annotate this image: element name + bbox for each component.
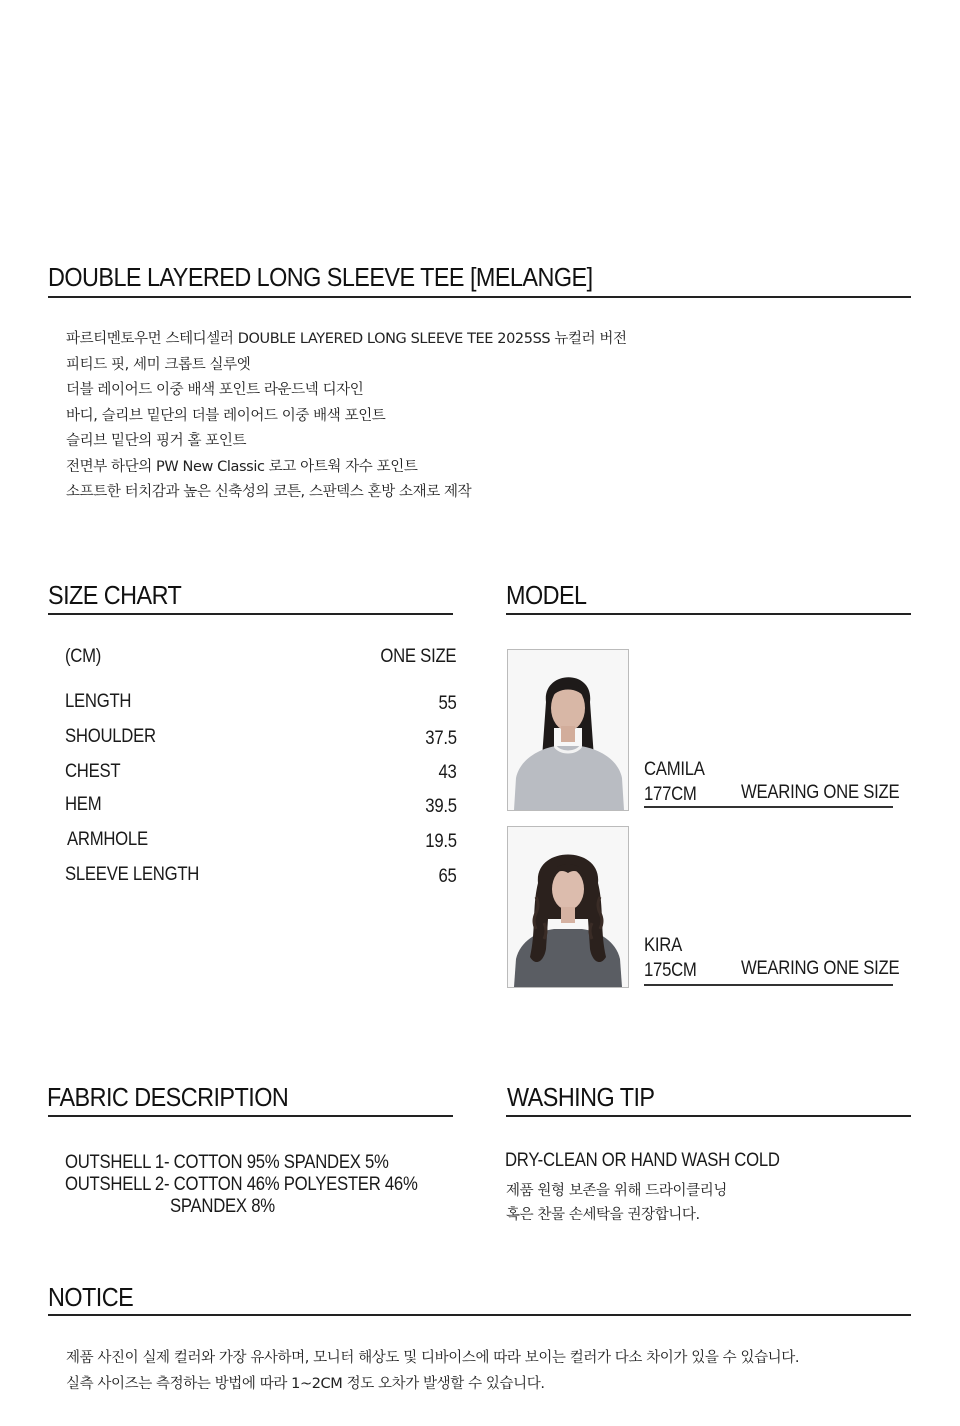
description-line: 바디, 슬리브 밑단의 더블 레이어드 이중 배색 포인트 [66,408,386,424]
model-height: 177CM [644,784,697,805]
notice-heading: NOTICE [48,1282,134,1312]
size-chart-unit: (CM) [65,646,102,667]
washing-heading: WASHING TIP [507,1082,655,1112]
washing-line-en: DRY-CLEAN OR HAND WASH COLD [505,1150,780,1171]
size-row-value: 39.5 [425,796,457,817]
size-row-label: SHOULDER [65,726,156,747]
fabric-heading: FABRIC DESCRIPTION [47,1082,289,1112]
model-name: CAMILA [644,759,705,780]
size-row-label: CHEST [65,761,121,782]
model-portrait-image [508,827,628,987]
description-line: 피티드 핏, 세미 크롭트 실루엣 [66,357,251,373]
size-row-value: 43 [438,762,457,783]
model-wearing-size: WEARING ONE SIZE [741,782,900,803]
fabric-line: SPANDEX 8% [170,1196,275,1217]
fabric-line: OUTSHELL 2- COTTON 46% POLYESTER 46% [65,1174,418,1195]
model-height: 175CM [644,960,697,981]
description-line: 더블 레이어드 이중 배색 포인트 라운드넥 디자인 [66,382,364,398]
model-underline [644,984,893,986]
model-wearing-size: WEARING ONE SIZE [741,958,900,979]
size-row-value: 19.5 [425,831,457,852]
notice-line: 제품 사진이 실제 컬러와 가장 유사하며, 모니터 해상도 및 디바이스에 따라 보이는 컬러가 다소 차이가 있을 수 있습니다. [66,1350,800,1366]
model-name: KIRA [644,935,682,956]
size-chart-size-label: ONE SIZE [380,646,456,667]
notice-line: 실측 사이즈는 측정하는 방법에 따라 1~2CM 정도 오차가 발생할 수 있습니다. [66,1376,545,1392]
model-portrait-image [508,650,628,810]
description-line: 전면부 하단의 PW New Classic 로고 아트웍 자수 포인트 [66,459,418,475]
size-row-label: SLEEVE LENGTH [65,864,200,885]
title-divider [48,296,911,298]
size-row-label: LENGTH [65,691,132,712]
model-photo-kira [507,826,629,988]
washing-line-kr: 제품 원형 보존을 위해 드라이클리닝 [506,1183,727,1199]
model-heading: MODEL [506,580,587,610]
washing-line-kr: 혹은 찬물 손세탁을 권장합니다. [506,1207,700,1223]
fabric-line: OUTSHELL 1- COTTON 95% SPANDEX 5% [65,1152,389,1173]
size-row-value: 65 [438,866,457,887]
size-row-value: 37.5 [425,728,457,749]
size-row-label: ARMHOLE [67,829,148,850]
model-photo-camila [507,649,629,811]
washing-divider [506,1115,911,1117]
description-line: 소프트한 터치감과 높은 신축성의 코튼, 스판덱스 혼방 소재로 제작 [66,484,472,500]
size-row-value: 55 [438,693,457,714]
description-line: 파르티멘토우먼 스테디셀러 DOUBLE LAYERED LONG SLEEVE TEE 2025SS 뉴컬러 버전 [66,331,627,347]
size-chart-divider [48,613,453,615]
model-underline [644,806,893,808]
description-line: 슬리브 밑단의 핑거 홀 포인트 [66,433,247,449]
product-title: DOUBLE LAYERED LONG SLEEVE TEE [MELANGE] [48,262,593,292]
model-divider [506,613,911,615]
fabric-divider [48,1115,453,1117]
notice-divider [48,1314,911,1316]
size-row-label: HEM [65,794,102,815]
size-chart-heading: SIZE CHART [48,580,182,610]
